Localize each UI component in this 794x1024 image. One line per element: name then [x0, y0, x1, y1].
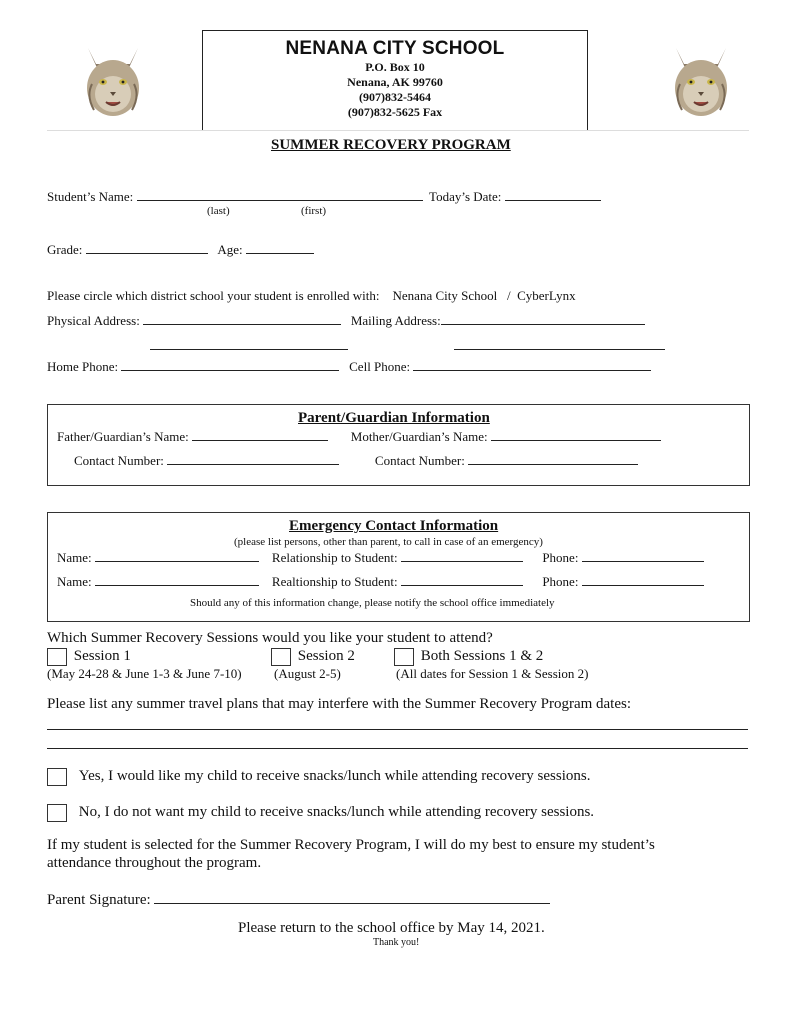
cell-phone-field[interactable] [413, 358, 651, 371]
relationship-label: Realtionship to Student: [271, 574, 398, 589]
emergency-phone-label: Phone: [542, 574, 579, 589]
student-name-label: Student’s Name: [47, 189, 134, 204]
emergency-name-field-2[interactable] [95, 573, 259, 586]
lynx-mascot-right [668, 44, 734, 120]
emergency-name-label: Name: [57, 550, 92, 565]
emergency-subtitle: (please list persons, other than parent, to call in case of an emergency) [234, 536, 543, 548]
school-po-box: P.O. Box 10 [365, 60, 425, 74]
commitment-line-1: If my student is selected for the Summer Recovery Program, I will do my best to ensure my student’s [47, 837, 655, 853]
session-1-label: Session 1 [73, 648, 131, 665]
emergency-phone-field-2[interactable] [582, 573, 704, 586]
mother-name-label: Mother/Guardian’s Name: [350, 429, 488, 444]
physical-address-field-2[interactable] [150, 337, 348, 350]
father-name-label: Father/Guardian’s Name: [57, 429, 189, 444]
school-name: NENANA CITY SCHOOL [285, 38, 505, 59]
return-note: Please return to the school office by May 14, 2021. [238, 920, 545, 936]
relationship-field-1[interactable] [401, 549, 523, 562]
school-choice-options[interactable]: Nenana City School / CyberLynx [392, 288, 576, 303]
last-name-hint: (last) [207, 205, 230, 217]
father-contact-label: Contact Number: [74, 453, 164, 468]
relationship-field-2[interactable] [401, 573, 523, 586]
physical-address-label: Physical Address: [47, 313, 140, 328]
session-2-option[interactable] [271, 648, 355, 666]
student-name-row [47, 188, 601, 205]
header-divider [47, 130, 749, 131]
school-header [202, 30, 588, 131]
student-name-field[interactable] [137, 188, 423, 201]
session-1-option[interactable] [47, 648, 131, 666]
emergency-name-label: Name: [57, 574, 92, 589]
emergency-info-box [47, 512, 750, 622]
todays-date-label: Today’s Date: [429, 189, 502, 204]
thank-you: Thank you! [373, 937, 420, 948]
signature-field[interactable] [154, 891, 550, 904]
form-title: SUMMER RECOVERY PROGRAM [271, 137, 511, 153]
both-sessions-option[interactable] [394, 648, 543, 666]
sessions-question: Which Summer Recovery Sessions would you like your student to attend? [47, 630, 493, 646]
parent-info-title: Parent/Guardian Information [298, 410, 490, 426]
emergency-phone-label: Phone: [542, 550, 579, 565]
grade-field[interactable] [86, 241, 208, 254]
emergency-name-field-1[interactable] [95, 549, 259, 562]
signature-label: Parent Signature: [47, 892, 151, 908]
lynx-mascot-left [80, 44, 146, 120]
signature-row [47, 891, 550, 909]
home-phone-label: Home Phone: [47, 359, 119, 374]
mother-contact-field[interactable] [468, 452, 638, 465]
snacks-yes-option[interactable] [47, 768, 590, 786]
parent-info-box [47, 404, 750, 486]
snacks-yes-checkbox[interactable] [47, 768, 67, 786]
father-contact-field[interactable] [167, 452, 339, 465]
mother-name-field[interactable] [491, 428, 661, 441]
snacks-no-option[interactable] [47, 804, 594, 822]
emergency-row-2 [57, 573, 704, 590]
emergency-row-1 [57, 549, 704, 566]
emergency-phone-field-1[interactable] [582, 549, 704, 562]
home-phone-field[interactable] [121, 358, 339, 371]
school-fax: (907)832-5625 Fax [347, 105, 443, 119]
phone-row [47, 358, 651, 375]
travel-prompt: Please list any summer travel plans that may interfere with the Summer Recovery Program dates: [47, 696, 632, 712]
physical-address-field[interactable] [143, 312, 341, 325]
guardian-names-row [57, 428, 661, 445]
mailing-address-label: Mailing Address: [350, 313, 441, 328]
session-2-checkbox[interactable] [271, 648, 291, 666]
age-field[interactable] [246, 241, 314, 254]
school-choice-row [47, 288, 576, 304]
grade-age-row [47, 241, 314, 258]
snacks-no-label: No, I do not want my child to receive snacks/lunch while attending recovery sessions. [78, 804, 595, 821]
snacks-yes-label: Yes, I would like my child to receive snacks/lunch while attending recovery sessions. [78, 768, 591, 785]
first-name-hint: (first) [301, 205, 327, 217]
emergency-note: Should any of this information change, please notify the school office immediately [190, 597, 555, 609]
both-sessions-dates: (All dates for Session 1 & Session 2) [396, 666, 589, 681]
address-row [47, 312, 645, 329]
relationship-label: Relationship to Student: [271, 550, 398, 565]
session-2-label: Session 2 [297, 648, 355, 665]
grade-label: Grade: [47, 242, 83, 257]
emergency-info-title: Emergency Contact Information [289, 518, 499, 534]
father-name-field[interactable] [192, 428, 328, 441]
session-2-dates: (August 2-5) [274, 666, 341, 681]
school-phone: (907)832-5464 [359, 90, 431, 104]
cell-phone-label: Cell Phone: [349, 359, 411, 374]
age-label: Age: [217, 242, 243, 257]
travel-field-1[interactable] [47, 717, 748, 730]
mailing-address-field-2[interactable] [454, 337, 665, 350]
commitment-line-2: attendance throughout the program. [47, 855, 262, 871]
mother-contact-label: Contact Number: [374, 453, 465, 468]
snacks-no-checkbox[interactable] [47, 804, 67, 822]
todays-date-field[interactable] [505, 188, 601, 201]
school-choice-prompt: Please circle which district school your student is enrolled with: [47, 288, 380, 303]
guardian-contact-row [74, 452, 638, 469]
session-1-checkbox[interactable] [47, 648, 67, 666]
both-sessions-checkbox[interactable] [394, 648, 414, 666]
school-city: Nenana, AK 99760 [347, 75, 443, 89]
travel-field-2[interactable] [47, 736, 748, 749]
both-sessions-label: Both Sessions 1 & 2 [420, 648, 544, 665]
mailing-address-field[interactable] [441, 312, 645, 325]
session-1-dates: (May 24-28 & June 1-3 & June 7-10) [47, 666, 242, 681]
